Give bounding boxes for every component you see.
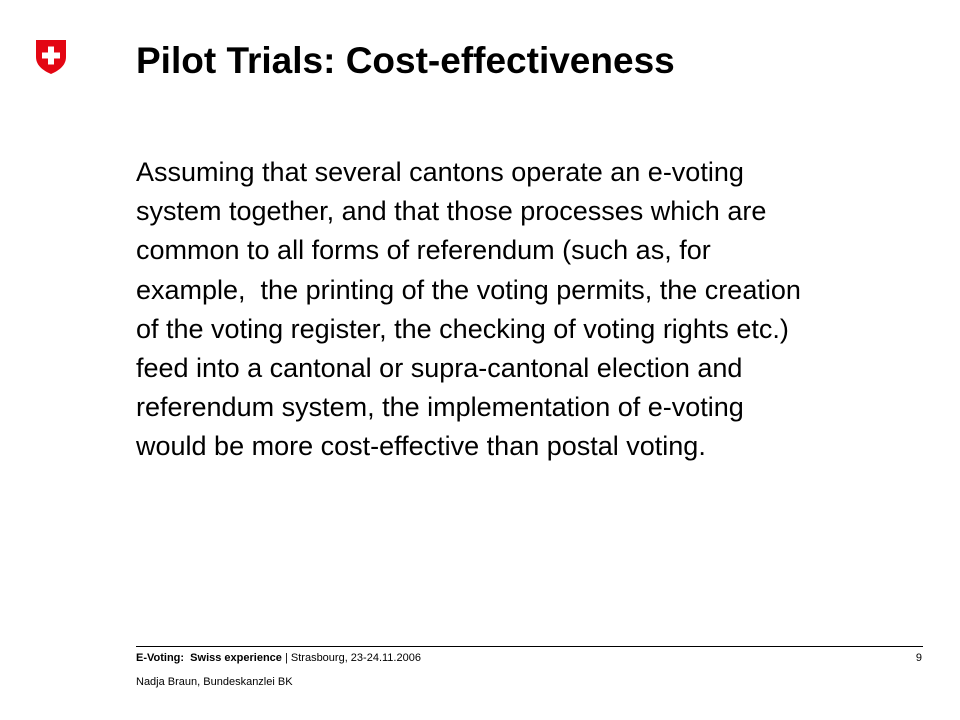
body-line: of the voting register, the checking of voting rights etc.)	[136, 313, 789, 344]
footer-separator: |	[281, 652, 291, 664]
body-line: Assuming that several cantons operate an e-voting	[136, 157, 744, 187]
swiss-coat-of-arms-icon	[36, 40, 66, 74]
body-line: system together, and that those processes which are	[136, 196, 767, 227]
body-line: referendum system, the implementation of e-voting	[136, 392, 744, 423]
footer-presentation-title: E-Voting: Swiss experience	[136, 652, 282, 664]
page-number: 9	[915, 652, 922, 664]
footer-presentation-info	[136, 651, 421, 665]
slide-title: Pilot Trials: Cost-effectiveness	[136, 40, 675, 81]
footer-author: Nadja Braun, Bundeskanzlei BK	[136, 676, 293, 688]
cross-horizontal	[42, 53, 60, 59]
body-line: common to all forms of referendum (such as, for	[136, 235, 711, 266]
footer-event: Strasbourg, 23-24.11.2006	[290, 652, 421, 664]
footer-divider	[136, 646, 923, 647]
body-line: example, the printing of the voting permits, the creation	[136, 274, 801, 305]
body-line: would be more cost-effective than postal voting.	[136, 431, 706, 462]
slide-body	[136, 153, 926, 467]
body-line: feed into a cantonal or supra-cantonal election and	[136, 353, 743, 384]
